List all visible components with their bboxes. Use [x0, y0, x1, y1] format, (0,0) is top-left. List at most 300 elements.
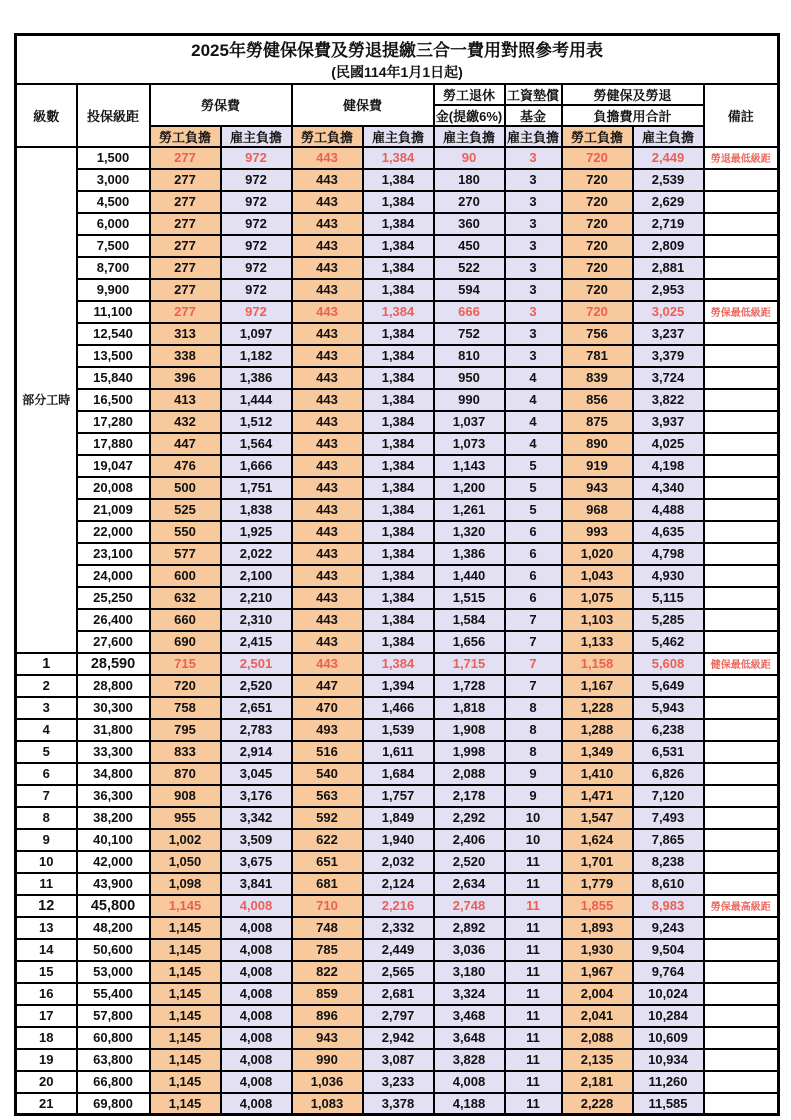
- cell-h: 4,340: [633, 477, 704, 499]
- cell-e: 1,320: [434, 521, 505, 543]
- cell-g: 720: [562, 301, 633, 323]
- cell-f: 3: [505, 323, 562, 345]
- cell-e: 3,036: [434, 939, 505, 961]
- cell-bracket: 23,100: [77, 543, 150, 565]
- cell-a: 476: [150, 455, 221, 477]
- cell-g: 1,779: [562, 873, 633, 895]
- table-row: [16, 565, 779, 587]
- cell-d: 1,384: [363, 279, 434, 301]
- cell-b: 4,008: [221, 983, 292, 1005]
- cell-h: 2,629: [633, 191, 704, 213]
- cell-f: 11: [505, 1049, 562, 1071]
- cell-a: 277: [150, 169, 221, 191]
- cell-d: 2,032: [363, 851, 434, 873]
- cell-g: 720: [562, 235, 633, 257]
- subheader-pension-employer: 雇主負擔: [434, 126, 505, 147]
- cell-d: 2,216: [363, 895, 434, 917]
- cell-a: 715: [150, 653, 221, 675]
- table-header: [16, 35, 779, 147]
- cell-f: 11: [505, 1027, 562, 1049]
- cell-b: 972: [221, 279, 292, 301]
- cell-bracket: 57,800: [77, 1005, 150, 1027]
- cell-e: 360: [434, 213, 505, 235]
- cell-d: 1,394: [363, 675, 434, 697]
- cell-bracket: 4,500: [77, 191, 150, 213]
- cell-f: 6: [505, 543, 562, 565]
- cell-note: [704, 521, 779, 543]
- cell-g: 1,547: [562, 807, 633, 829]
- cell-level: 21: [16, 1093, 77, 1115]
- cell-b: 1,097: [221, 323, 292, 345]
- cell-h: 9,504: [633, 939, 704, 961]
- cell-bracket: 7,500: [77, 235, 150, 257]
- cell-f: 6: [505, 521, 562, 543]
- cell-bracket: 28,800: [77, 675, 150, 697]
- cell-h: 9,243: [633, 917, 704, 939]
- cell-f: 6: [505, 565, 562, 587]
- cell-d: 2,797: [363, 1005, 434, 1027]
- cell-d: 1,384: [363, 389, 434, 411]
- cell-b: 4,008: [221, 939, 292, 961]
- cell-d: 1,757: [363, 785, 434, 807]
- cell-e: 3,324: [434, 983, 505, 1005]
- cell-g: 943: [562, 477, 633, 499]
- cell-a: 1,145: [150, 1049, 221, 1071]
- col-header-pension-line2: 金(提繳6%): [434, 105, 505, 126]
- cell-note: [704, 477, 779, 499]
- cell-b: 1,182: [221, 345, 292, 367]
- cell-bracket: 16,500: [77, 389, 150, 411]
- cell-d: 1,466: [363, 697, 434, 719]
- cell-level: 12: [16, 895, 77, 917]
- cell-note: [704, 411, 779, 433]
- cell-e: 1,143: [434, 455, 505, 477]
- cell-g: 1,624: [562, 829, 633, 851]
- cell-a: 500: [150, 477, 221, 499]
- cell-b: 3,176: [221, 785, 292, 807]
- cell-note: [704, 983, 779, 1005]
- cell-a: 1,145: [150, 939, 221, 961]
- cell-a: 1,145: [150, 1071, 221, 1093]
- cell-c: 443: [292, 257, 363, 279]
- cell-h: 3,822: [633, 389, 704, 411]
- cell-bracket: 12,540: [77, 323, 150, 345]
- cell-h: 5,285: [633, 609, 704, 631]
- cell-a: 955: [150, 807, 221, 829]
- cell-a: 277: [150, 235, 221, 257]
- table-row: [16, 499, 779, 521]
- cell-level: 17: [16, 1005, 77, 1027]
- cell-e: 4,008: [434, 1071, 505, 1093]
- cell-g: 720: [562, 257, 633, 279]
- cell-f: 4: [505, 411, 562, 433]
- cell-f: 4: [505, 367, 562, 389]
- cell-c: 443: [292, 477, 363, 499]
- cell-e: 1,584: [434, 609, 505, 631]
- table-row: [16, 191, 779, 213]
- cell-a: 525: [150, 499, 221, 521]
- cell-g: 1,020: [562, 543, 633, 565]
- cell-h: 10,934: [633, 1049, 704, 1071]
- cell-level: 6: [16, 763, 77, 785]
- cell-bracket: 43,900: [77, 873, 150, 895]
- cell-note: [704, 851, 779, 873]
- cell-g: 781: [562, 345, 633, 367]
- cell-h: 8,610: [633, 873, 704, 895]
- cell-c: 443: [292, 191, 363, 213]
- cell-c: 443: [292, 631, 363, 653]
- cell-d: 1,384: [363, 653, 434, 675]
- cell-note: [704, 697, 779, 719]
- cell-e: 1,440: [434, 565, 505, 587]
- cell-a: 1,145: [150, 895, 221, 917]
- cell-b: 2,022: [221, 543, 292, 565]
- cell-bracket: 22,000: [77, 521, 150, 543]
- cell-bracket: 66,800: [77, 1071, 150, 1093]
- cell-f: 7: [505, 631, 562, 653]
- table-row: [16, 411, 779, 433]
- cell-e: 1,728: [434, 675, 505, 697]
- cell-c: 785: [292, 939, 363, 961]
- cell-a: 660: [150, 609, 221, 631]
- cell-b: 3,045: [221, 763, 292, 785]
- cell-a: 908: [150, 785, 221, 807]
- cell-bracket: 20,008: [77, 477, 150, 499]
- cell-note: [704, 807, 779, 829]
- cell-f: 3: [505, 169, 562, 191]
- cell-f: 6: [505, 587, 562, 609]
- table-row: [16, 389, 779, 411]
- cell-g: 968: [562, 499, 633, 521]
- cell-c: 443: [292, 587, 363, 609]
- col-header-wage-fund-line1: 工資墊償: [505, 84, 562, 105]
- cell-d: 1,384: [363, 477, 434, 499]
- cell-b: 972: [221, 235, 292, 257]
- cell-d: 1,384: [363, 631, 434, 653]
- cell-bracket: 9,900: [77, 279, 150, 301]
- table-row: [16, 323, 779, 345]
- table-row: [16, 279, 779, 301]
- cell-c: 540: [292, 763, 363, 785]
- cell-c: 990: [292, 1049, 363, 1071]
- cell-d: 1,940: [363, 829, 434, 851]
- cell-h: 3,937: [633, 411, 704, 433]
- cell-note: [704, 455, 779, 477]
- cell-level: 10: [16, 851, 77, 873]
- table-row: [16, 829, 779, 851]
- cell-a: 577: [150, 543, 221, 565]
- cell-bracket: 17,880: [77, 433, 150, 455]
- cell-bracket: 26,400: [77, 609, 150, 631]
- cell-b: 3,342: [221, 807, 292, 829]
- cell-note: [704, 345, 779, 367]
- cell-level: 3: [16, 697, 77, 719]
- cell-b: 972: [221, 169, 292, 191]
- col-header-labor-insurance: 勞保費: [150, 84, 292, 126]
- cell-g: 839: [562, 367, 633, 389]
- cell-b: 4,008: [221, 1049, 292, 1071]
- cell-note: [704, 675, 779, 697]
- cell-f: 9: [505, 763, 562, 785]
- cell-c: 493: [292, 719, 363, 741]
- cell-note: [704, 873, 779, 895]
- cell-a: 1,145: [150, 1005, 221, 1027]
- table-row: [16, 543, 779, 565]
- cell-c: 443: [292, 499, 363, 521]
- cell-b: 3,675: [221, 851, 292, 873]
- cell-b: 1,444: [221, 389, 292, 411]
- subheader-hi-employer: 雇主負擔: [363, 126, 434, 147]
- cell-bracket: 55,400: [77, 983, 150, 1005]
- cell-a: 277: [150, 191, 221, 213]
- cell-h: 6,826: [633, 763, 704, 785]
- cell-f: 9: [505, 785, 562, 807]
- cell-d: 1,384: [363, 543, 434, 565]
- cell-f: 4: [505, 389, 562, 411]
- level-part-time-label: 部分工時: [16, 147, 77, 653]
- cell-h: 3,724: [633, 367, 704, 389]
- cell-bracket: 27,600: [77, 631, 150, 653]
- cell-f: 5: [505, 499, 562, 521]
- cell-c: 443: [292, 345, 363, 367]
- cell-h: 11,585: [633, 1093, 704, 1115]
- table-row: [16, 1027, 779, 1049]
- table-row: [16, 147, 779, 169]
- cell-b: 4,008: [221, 917, 292, 939]
- cell-b: 2,501: [221, 653, 292, 675]
- cell-e: 522: [434, 257, 505, 279]
- cell-h: 4,635: [633, 521, 704, 543]
- table-row: [16, 741, 779, 763]
- table-row: [16, 587, 779, 609]
- cell-d: 2,332: [363, 917, 434, 939]
- cell-b: 1,564: [221, 433, 292, 455]
- cell-b: 2,783: [221, 719, 292, 741]
- cell-b: 4,008: [221, 1071, 292, 1093]
- cell-bracket: 21,009: [77, 499, 150, 521]
- table-row: [16, 1049, 779, 1071]
- cell-g: 720: [562, 147, 633, 169]
- cell-g: 2,181: [562, 1071, 633, 1093]
- cell-bracket: 30,300: [77, 697, 150, 719]
- cell-h: 4,488: [633, 499, 704, 521]
- cell-c: 859: [292, 983, 363, 1005]
- subheader-li-employee: 勞工負擔: [150, 126, 221, 147]
- cell-f: 7: [505, 609, 562, 631]
- cell-g: 756: [562, 323, 633, 345]
- cell-a: 1,145: [150, 983, 221, 1005]
- cell-b: 2,100: [221, 565, 292, 587]
- cell-c: 563: [292, 785, 363, 807]
- table-row: [16, 631, 779, 653]
- cell-d: 1,384: [363, 257, 434, 279]
- cell-e: 594: [434, 279, 505, 301]
- cell-a: 277: [150, 213, 221, 235]
- cell-bracket: 8,700: [77, 257, 150, 279]
- cell-level: 20: [16, 1071, 77, 1093]
- table-row: [16, 851, 779, 873]
- cell-f: 10: [505, 807, 562, 829]
- cell-g: 1,103: [562, 609, 633, 631]
- cell-f: 11: [505, 851, 562, 873]
- cell-f: 5: [505, 477, 562, 499]
- cell-c: 443: [292, 147, 363, 169]
- col-header-bracket: 投保級距: [77, 84, 150, 147]
- page-subtitle: (民國114年1月1日起): [331, 64, 463, 81]
- cell-d: 1,384: [363, 455, 434, 477]
- cell-d: 1,849: [363, 807, 434, 829]
- cell-g: 890: [562, 433, 633, 455]
- cell-f: 3: [505, 235, 562, 257]
- cell-a: 313: [150, 323, 221, 345]
- premium-reference-table: [14, 33, 780, 1116]
- cell-d: 1,384: [363, 191, 434, 213]
- cell-d: 1,384: [363, 609, 434, 631]
- cell-h: 7,120: [633, 785, 704, 807]
- cell-a: 277: [150, 301, 221, 323]
- cell-f: 11: [505, 873, 562, 895]
- cell-d: 1,684: [363, 763, 434, 785]
- cell-f: 8: [505, 741, 562, 763]
- cell-e: 4,188: [434, 1093, 505, 1115]
- cell-c: 710: [292, 895, 363, 917]
- cell-note: [704, 587, 779, 609]
- cell-note: [704, 763, 779, 785]
- cell-g: 720: [562, 169, 633, 191]
- cell-note: [704, 1093, 779, 1115]
- table-row: [16, 983, 779, 1005]
- cell-e: 810: [434, 345, 505, 367]
- cell-d: 1,384: [363, 367, 434, 389]
- cell-d: 1,384: [363, 213, 434, 235]
- page-title: 2025年勞健保保費及勞退提繳三合一費用對照參考用表: [191, 40, 603, 60]
- subheader-li-employer: 雇主負擔: [221, 126, 292, 147]
- cell-note: [704, 961, 779, 983]
- cell-e: 1,386: [434, 543, 505, 565]
- cell-f: 11: [505, 1071, 562, 1093]
- cell-bracket: 31,800: [77, 719, 150, 741]
- cell-g: 1,855: [562, 895, 633, 917]
- cell-h: 2,809: [633, 235, 704, 257]
- cell-g: 1,349: [562, 741, 633, 763]
- subheader-total-employer: 雇主負擔: [633, 126, 704, 147]
- cell-f: 4: [505, 433, 562, 455]
- cell-a: 413: [150, 389, 221, 411]
- cell-e: 1,073: [434, 433, 505, 455]
- cell-f: 3: [505, 279, 562, 301]
- cell-h: 4,798: [633, 543, 704, 565]
- cell-b: 972: [221, 191, 292, 213]
- cell-bracket: 1,500: [77, 147, 150, 169]
- cell-b: 3,509: [221, 829, 292, 851]
- cell-h: 10,284: [633, 1005, 704, 1027]
- cell-note: [704, 499, 779, 521]
- table-row: [16, 235, 779, 257]
- cell-f: 11: [505, 917, 562, 939]
- cell-a: 550: [150, 521, 221, 543]
- cell-a: 720: [150, 675, 221, 697]
- cell-a: 758: [150, 697, 221, 719]
- col-header-total-line2: 負擔費用合計: [562, 105, 704, 126]
- cell-h: 2,881: [633, 257, 704, 279]
- cell-note: [704, 741, 779, 763]
- table-row: [16, 785, 779, 807]
- cell-f: 7: [505, 653, 562, 675]
- cell-e: 1,656: [434, 631, 505, 653]
- cell-a: 1,145: [150, 1093, 221, 1115]
- header-row-1: [16, 84, 779, 105]
- cell-level: 8: [16, 807, 77, 829]
- cell-c: 651: [292, 851, 363, 873]
- cell-e: 2,520: [434, 851, 505, 873]
- cell-level: 5: [16, 741, 77, 763]
- table-row: [16, 609, 779, 631]
- cell-d: 1,384: [363, 411, 434, 433]
- table-row: [16, 939, 779, 961]
- cell-g: 720: [562, 279, 633, 301]
- cell-note: [704, 939, 779, 961]
- cell-f: 11: [505, 961, 562, 983]
- cell-a: 1,145: [150, 917, 221, 939]
- cell-b: 4,008: [221, 1093, 292, 1115]
- cell-level: 15: [16, 961, 77, 983]
- cell-c: 443: [292, 565, 363, 587]
- cell-b: 972: [221, 147, 292, 169]
- cell-level: 13: [16, 917, 77, 939]
- cell-a: 632: [150, 587, 221, 609]
- cell-h: 10,609: [633, 1027, 704, 1049]
- cell-f: 8: [505, 719, 562, 741]
- cell-note: [704, 565, 779, 587]
- cell-d: 1,384: [363, 301, 434, 323]
- cell-d: 2,942: [363, 1027, 434, 1049]
- cell-a: 833: [150, 741, 221, 763]
- cell-note: [704, 235, 779, 257]
- cell-d: 1,384: [363, 147, 434, 169]
- cell-note: [704, 1005, 779, 1027]
- cell-b: 1,386: [221, 367, 292, 389]
- cell-e: 1,715: [434, 653, 505, 675]
- cell-f: 11: [505, 983, 562, 1005]
- cell-e: 1,515: [434, 587, 505, 609]
- cell-c: 592: [292, 807, 363, 829]
- table-body: [16, 147, 779, 1115]
- cell-note: [704, 279, 779, 301]
- cell-b: 972: [221, 213, 292, 235]
- cell-c: 443: [292, 279, 363, 301]
- cell-e: 3,180: [434, 961, 505, 983]
- cell-bracket: 69,800: [77, 1093, 150, 1115]
- cell-b: 1,925: [221, 521, 292, 543]
- cell-note: [704, 367, 779, 389]
- cell-level: 1: [16, 653, 77, 675]
- cell-b: 2,310: [221, 609, 292, 631]
- cell-c: 1,083: [292, 1093, 363, 1115]
- cell-c: 443: [292, 323, 363, 345]
- cell-note: [704, 829, 779, 851]
- cell-note: [704, 1071, 779, 1093]
- cell-bracket: 28,590: [77, 653, 150, 675]
- cell-g: 919: [562, 455, 633, 477]
- table-row: [16, 433, 779, 455]
- cell-g: 875: [562, 411, 633, 433]
- cell-f: 10: [505, 829, 562, 851]
- cell-h: 3,237: [633, 323, 704, 345]
- cell-bracket: 19,047: [77, 455, 150, 477]
- cell-level: 18: [16, 1027, 77, 1049]
- cell-d: 1,611: [363, 741, 434, 763]
- cell-c: 443: [292, 389, 363, 411]
